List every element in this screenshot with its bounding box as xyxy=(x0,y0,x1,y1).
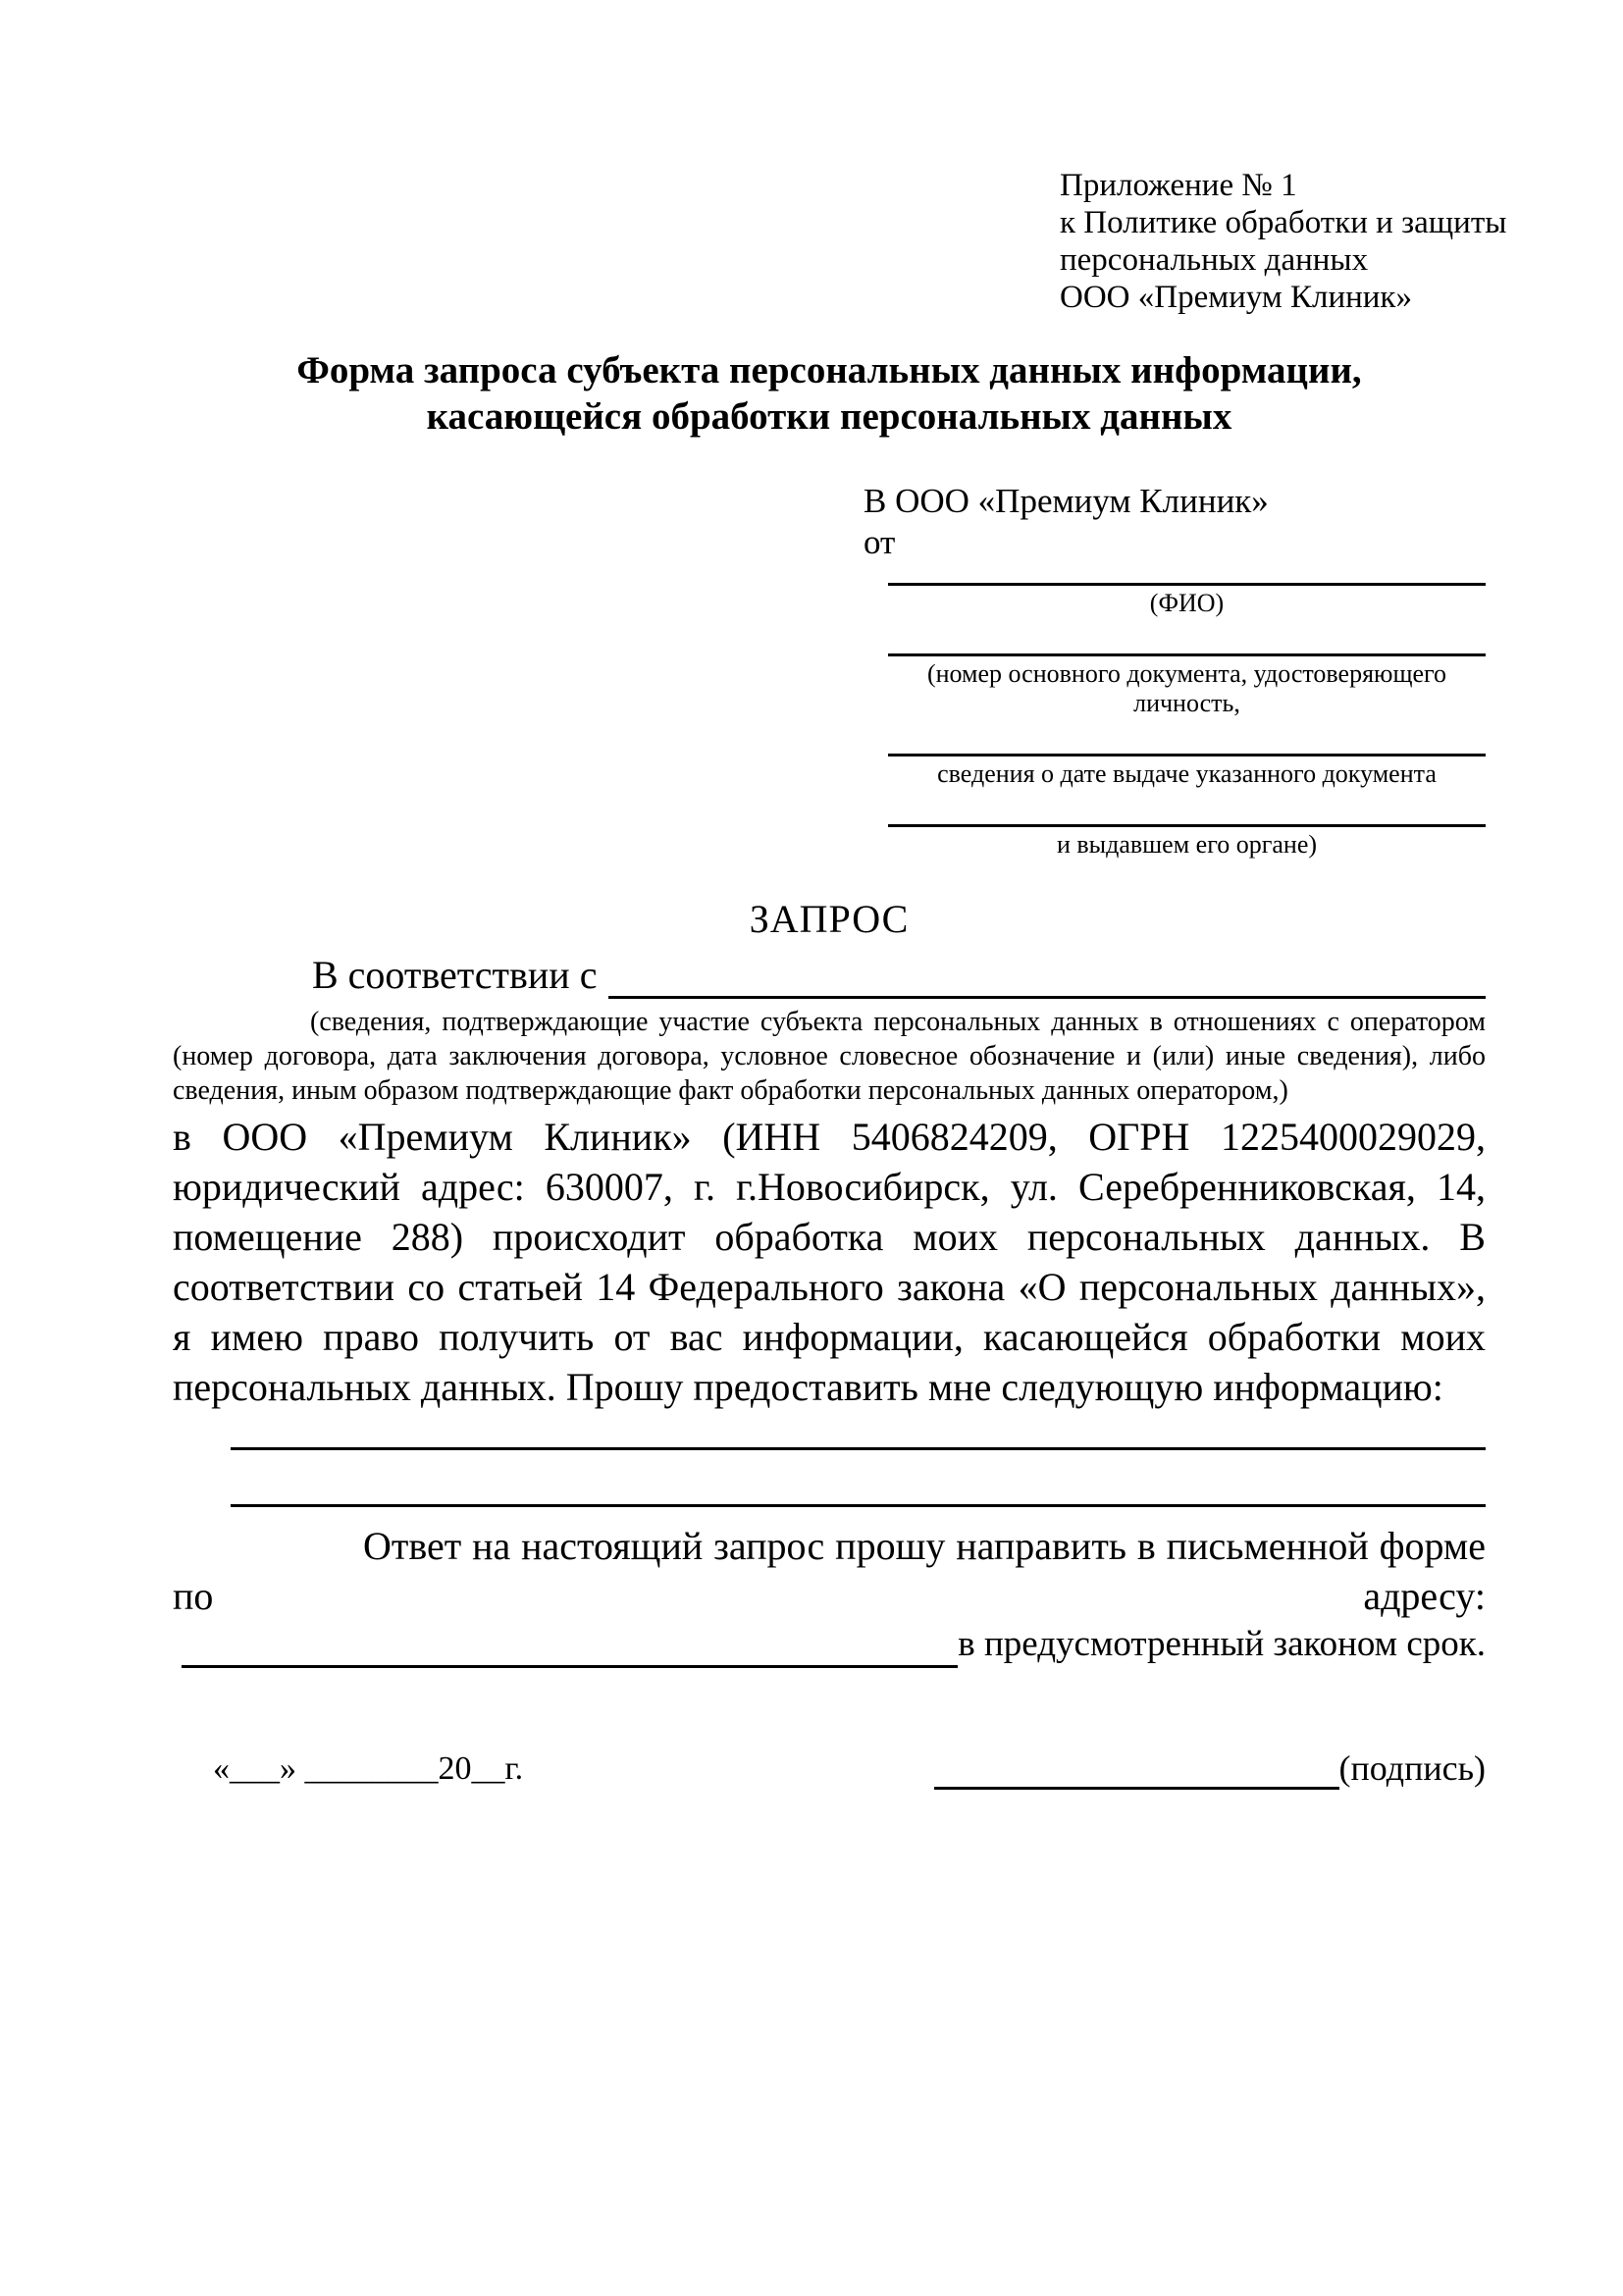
issue-date-blank-line[interactable] xyxy=(888,744,1486,757)
information-blank-line-2[interactable] xyxy=(231,1504,1486,1507)
information-blank-line-1[interactable] xyxy=(231,1447,1486,1450)
appendix-line-2: к Политике обработки и защиты xyxy=(1060,205,1507,240)
fio-blank-line[interactable] xyxy=(888,573,1486,586)
reply-address-row xyxy=(182,1621,1486,1668)
signature-row xyxy=(173,1747,1486,1790)
signature-caption: (подпись) xyxy=(1338,1748,1486,1788)
appendix-line-1: Приложение № 1 xyxy=(1060,168,1297,203)
accordance-footnote: (сведения, подтверждающие участие субъекта персональных данных в отношениях с оператором (номер договора, дата заключения договора, условное словесное обозначение и (или) иные сведения), либо сведения, иным образом подтверждающие факт обработки персональных данных оператором,) xyxy=(173,1007,1486,1106)
signature-part xyxy=(934,1747,1486,1790)
reply-tail-text: в предусмотренный законом срок. xyxy=(958,1624,1486,1664)
request-heading: ЗАПРОС xyxy=(749,897,910,941)
fio-caption: (ФИО) xyxy=(1149,589,1225,617)
document-content xyxy=(173,167,1507,1790)
addressee-to: В ООО «Премиум Клиник» xyxy=(864,482,1269,520)
issue-date-caption: сведения о дате выдаче указанного документа xyxy=(937,759,1437,788)
issuing-authority-caption: и выдавшем его органе) xyxy=(1056,830,1318,859)
addressee-fields xyxy=(888,573,1486,860)
fio-field xyxy=(888,573,1486,618)
date-line[interactable]: «___» ________20__г. xyxy=(213,1750,524,1787)
accordance-label: В соответствии с xyxy=(312,953,598,997)
request-body-paragraph: в ООО «Премиум Клиник» (ИНН 5406824209, ОГРН 1225400029029, юридический адрес: 630007, г. г.Новосибирск, ул. Серебренниковская, 14, помещение 288) происходит обработка моих персональных данных. В соответствии со статьей 14 Федерального закона «О персональных данных», я имею право получить от вас информации, касающейся обработки моих персональных данных. Прошу предоставить мне следующую информацию: xyxy=(173,1115,1486,1409)
issuing-authority-field xyxy=(888,814,1486,860)
reply-sentence: Ответ на настоящий запрос прошу направить в письменной форме по адресу: xyxy=(173,1524,1486,1618)
document-title-line-1: Форма запроса субъекта персональных данных информации, xyxy=(296,349,1362,391)
accordance-row xyxy=(173,952,1486,999)
addressee-block xyxy=(864,481,1486,860)
reply-address-blank-line[interactable] xyxy=(182,1628,958,1668)
document-title-line-2: касающейся обработки персональных данных xyxy=(426,395,1232,438)
appendix-line-3: персональных данных xyxy=(1060,242,1369,278)
issuing-authority-blank-line[interactable] xyxy=(888,814,1486,827)
signature-blank-line[interactable] xyxy=(934,1751,1339,1790)
document-number-field xyxy=(888,644,1486,718)
appendix-header xyxy=(1060,167,1507,316)
document-number-blank-line[interactable] xyxy=(888,644,1486,656)
accordance-blank-line[interactable] xyxy=(608,957,1486,999)
document-title xyxy=(173,347,1486,440)
issue-date-field xyxy=(888,744,1486,789)
appendix-line-4: ООО «Премиум Клиник» xyxy=(1060,280,1412,315)
document-number-caption: (номер основного документа, удостоверяющего личность, xyxy=(926,659,1447,717)
addressee-from: от xyxy=(864,523,896,561)
